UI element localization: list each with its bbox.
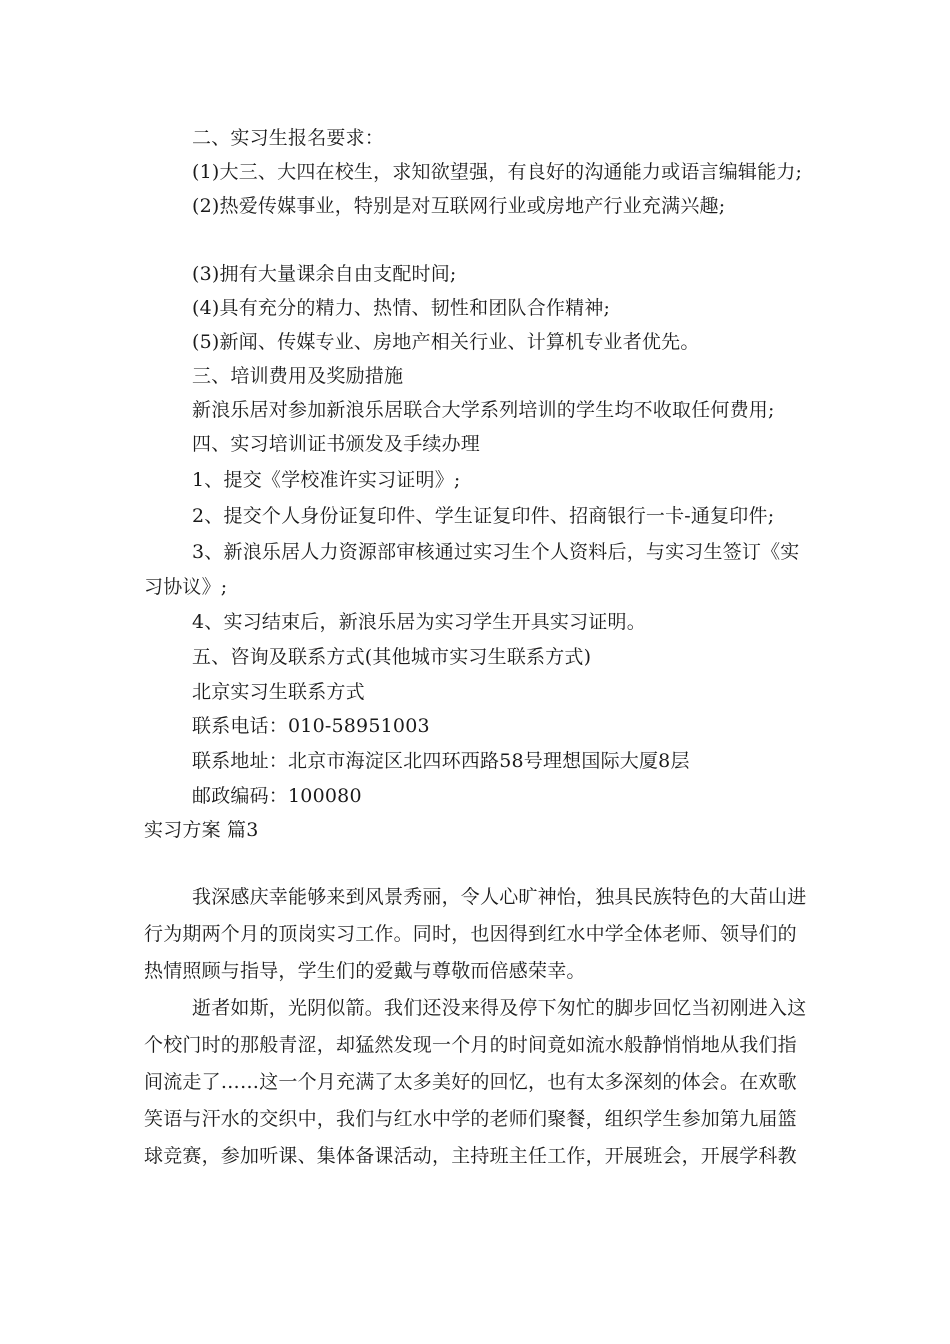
certificate-item-1: 1、提交《学校准许实习证明》; [192,469,461,491]
part3-title: 实习方案 篇3 [144,819,259,841]
requirements-heading: 二、实习生报名要求： [192,127,385,149]
paragraph2-line-2: 个校门时的那般青涩，却猛然发现一个月的时间竟如流水般静悄悄地从我们指 [144,1034,797,1056]
requirement-item-5: (5)新闻、传媒专业、房地产相关行业、计算机专业者优先。 [192,331,700,353]
certificate-item-3: 3、新浪乐居人力资源部审核通过实习生个人资料后，与实习生签订《实 [192,541,800,563]
paragraph2-line-1: 逝者如斯，光阴似箭。我们还没来得及停下匆忙的脚步回忆当初刚进入这 [192,997,807,1019]
fees-heading: 三、培训费用及奖励措施 [192,365,404,387]
certificate-heading: 四、实习培训证书颁发及手续办理 [192,433,481,455]
fees-text: 新浪乐居对参加新浪乐居联合大学系列培训的学生均不收取任何费用; [192,399,775,421]
paragraph1-line-2: 行为期两个月的顶岗实习工作。同时，也因得到红水中学全体老师、领导们的 [144,923,797,945]
certificate-item-4: 4、实习结束后，新浪乐居为实习学生开具实习证明。 [192,611,646,633]
contact-phone: 联系电话：010-58951003 [192,715,430,737]
contact-address: 联系地址：北京市海淀区北四环西路58号理想国际大厦8层 [192,750,690,772]
contact-postcode: 邮政编码：100080 [192,785,362,807]
contact-heading: 五、咨询及联系方式(其他城市实习生联系方式) [192,646,592,668]
paragraph1-line-3: 热情照顾与指导，学生们的爱戴与尊敬而倍感荣幸。 [144,960,586,982]
paragraph2-line-4: 笑语与汗水的交织中，我们与红水中学的老师们聚餐，组织学生参加第九届篮 [144,1108,797,1130]
certificate-item-2: 2、提交个人身份证复印件、学生证复印件、招商银行一卡-通复印件; [192,505,775,527]
paragraph1-line-1: 我深感庆幸能够来到风景秀丽，令人心旷神怡，独具民族特色的大苗山进 [192,886,807,908]
paragraph2-line-3: 间流走了……这一个月充满了太多美好的回忆，也有太多深刻的体会。在欢歌 [144,1071,797,1093]
paragraph2-line-5: 球竞赛，参加听课、集体备课活动，主持班主任工作，开展班会，开展学科教 [144,1145,797,1167]
requirement-item-2: (2)热爱传媒事业，特别是对互联网行业或房地产行业充满兴趣; [192,195,726,217]
requirement-item-3: (3)拥有大量课余自由支配时间; [192,263,457,285]
requirement-item-1: (1)大三、大四在校生，求知欲望强，有良好的沟通能力或语言编辑能力; [192,161,803,183]
contact-city: 北京实习生联系方式 [192,681,365,703]
certificate-item-3-cont: 习协议》; [144,576,228,598]
requirement-item-4: (4)具有充分的精力、热情、韧性和团队合作精神; [192,297,611,319]
